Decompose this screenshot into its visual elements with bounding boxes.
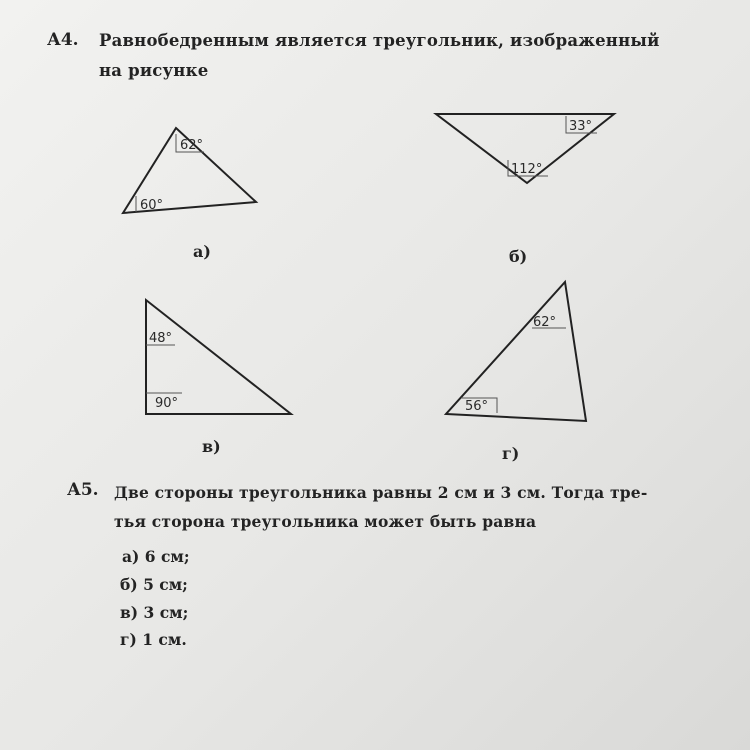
question-a4-number: А4. xyxy=(47,30,79,50)
question-a5-number: А5. xyxy=(67,480,99,500)
answer-option-text: 5 см; xyxy=(143,575,188,594)
angle-label-v1: 48° xyxy=(149,331,173,346)
answer-option-b xyxy=(120,575,188,594)
angle-label-a2: 60° xyxy=(140,198,164,213)
angle-label-b1: 33° xyxy=(569,119,593,134)
answer-option-letter: б) xyxy=(120,575,138,594)
angle-label-b2: 112° xyxy=(511,162,543,177)
angle-label-g2: 56° xyxy=(465,399,489,414)
answer-option-letter: г) xyxy=(120,630,137,649)
angle-label-g1: 62° xyxy=(533,315,557,330)
caption-b: б) xyxy=(509,247,528,266)
question-a5-text-line2: тья сторона треугольника может быть равна xyxy=(114,512,537,531)
question-a4-text-line2: на рисунке xyxy=(99,61,209,80)
question-a5-text-line1: Две стороны треугольника равны 2 см и 3 см. Тогда тре- xyxy=(114,483,648,502)
caption-g: г) xyxy=(502,444,520,463)
answer-option-text: 1 см. xyxy=(142,630,187,649)
answer-option-letter: в) xyxy=(120,603,139,622)
question-a4-text-line1: Равнобедренным является треугольник, изображенный xyxy=(99,31,660,50)
angle-label-a1: 62° xyxy=(180,138,204,153)
answer-option-text: 6 см; xyxy=(144,547,190,566)
angle-label-v2: 90° xyxy=(155,396,179,411)
answer-option-g xyxy=(120,630,187,649)
answer-option-a xyxy=(122,547,190,566)
caption-v: в) xyxy=(202,437,221,456)
caption-a: а) xyxy=(193,242,211,261)
answer-option-v xyxy=(120,603,188,622)
answer-option-text: 3 см; xyxy=(143,603,189,622)
answer-option-letter: а) xyxy=(122,547,140,566)
